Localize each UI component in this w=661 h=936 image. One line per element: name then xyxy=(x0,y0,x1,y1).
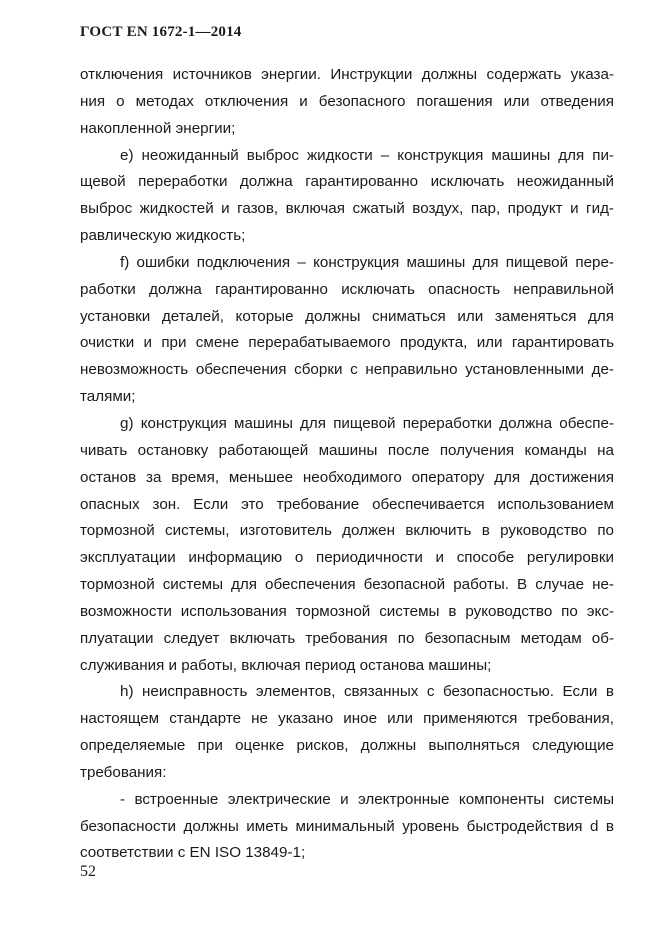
text-line: чивать остановку работающей машины после получения команды на xyxy=(80,441,614,459)
text-line: тормозной системы для обеспечения безопасной работы. В случае не- xyxy=(80,576,614,594)
text-line: безопасности должны иметь минимальный уровень быстродействия d в xyxy=(80,817,614,835)
text-line: ния о методах отключения и безопасного погашения или отведения xyxy=(80,92,614,110)
text-line: - встроенные электрические и электронные компоненты системы xyxy=(120,790,614,808)
text-line: щевой переработки должна гарантированно исключать неожиданный xyxy=(80,173,614,191)
text-line: опасных зон. Если это требование обеспечивается использованием xyxy=(80,495,614,513)
text-line: равлическую жидкость; xyxy=(80,227,246,245)
text-line: f) ошибки подключения – конструкция машины для пищевой пере- xyxy=(120,253,614,271)
text-line: g) конструкция машины для пищевой переработки должна обеспе- xyxy=(120,414,614,432)
document-body xyxy=(80,62,614,867)
text-line: h) неисправность элементов, связанных с безопасностью. Если в xyxy=(120,683,614,701)
text-line: соответствии с EN ISO 13849-1; xyxy=(80,844,306,862)
text-line: эксплуатации информацию о периодичности и способе регулировки xyxy=(80,549,614,567)
text-line: выброс жидкостей и газов, включая сжатый воздух, пар, продукт и гид- xyxy=(80,200,614,218)
text-line: невозможность обеспечения сборки с неправильно установленными де- xyxy=(80,361,614,379)
document-header: ГОСТ EN 1672-1—2014 xyxy=(80,24,242,40)
text-line: служивания и работы, включая период останова машины; xyxy=(80,656,492,674)
text-line: определяемые при оценке рисков, должны выполняться следующие xyxy=(80,737,614,755)
text-line: накопленной энергии; xyxy=(80,119,236,137)
text-line: настоящем стандарте не указано иное или применяются требования, xyxy=(80,710,614,728)
text-line: возможности использования тормозной системы в руководство по экс- xyxy=(80,602,614,620)
text-line: плуатации следует включать требования по безопасным методам об- xyxy=(80,629,614,647)
text-line: установки деталей, которые должны сниматься или заменяться для xyxy=(80,307,614,325)
text-line: работки должна гарантированно исключать опасность неправильной xyxy=(80,280,614,298)
text-line: отключения источников энергии. Инструкции должны содержать указа- xyxy=(80,66,614,83)
text-line: талями; xyxy=(80,388,136,406)
text-line: очистки и при смене перерабатываемого продукта, или гарантировать xyxy=(80,334,614,352)
text-line: тормозной системы, изготовитель должен включить в руководство по xyxy=(80,522,614,540)
page-number: 52 xyxy=(80,863,96,880)
text-line: е) неожиданный выброс жидкости – конструкция машины для пи- xyxy=(120,146,614,164)
text-line: останов за время, меньшее необходимого оператору для достижения xyxy=(80,468,614,486)
text-line: требования: xyxy=(80,763,167,781)
